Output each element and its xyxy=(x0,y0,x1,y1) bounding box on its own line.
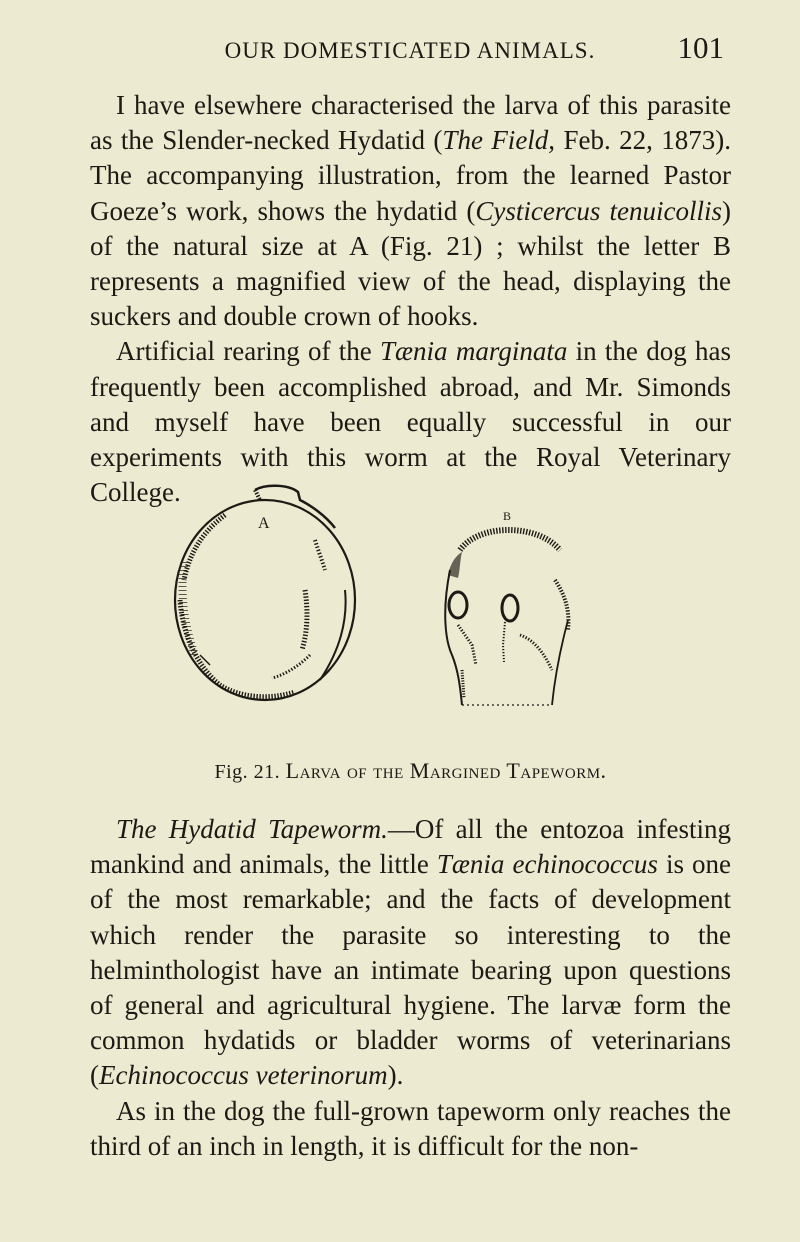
italic-species: Echinococcus veterinorum xyxy=(99,1060,388,1091)
paragraph-text: ). xyxy=(387,1060,404,1091)
figure-caption xyxy=(90,758,731,784)
paragraph-text: ) of the natural size at A (Fig. 21) ; whilst the letter B represents a magnified view of the head, displaying the suckers and double crown of hooks. xyxy=(90,195,731,332)
caption-prefix: Fig. 21. xyxy=(214,761,286,783)
paragraph-text: in the dog has frequently been accomplished abroad, and Mr. Simonds and myself have been equally successful in our experiments with this worm at the Royal Veterinary College. xyxy=(90,336,731,508)
paragraph-text: I have elsewhere characterised the larva of this parasite as the Slender-necked Hydatid ( xyxy=(90,90,731,156)
figure-a-drawing xyxy=(175,486,355,700)
figure-21 xyxy=(160,470,600,730)
page-number: 101 xyxy=(677,30,724,65)
paragraph-text: —Of all the entozoa infesting mankind and animals, the little xyxy=(90,814,732,880)
figure-label-a: A xyxy=(258,515,270,532)
larva-illustration xyxy=(160,470,600,730)
paragraph-full-grown xyxy=(90,1094,731,1164)
paragraph-text: Feb. 22, 1873). The accompanying illustration, from the learned Pastor Goeze’s work, shows the hydatid ( xyxy=(90,125,731,226)
running-title: OUR DOMESTICATED ANIMALS. xyxy=(224,38,596,63)
figure-b-drawing xyxy=(445,509,568,705)
figure-label-b: B xyxy=(503,509,512,523)
section-heading-italic: The Hydatid Tapeworm. xyxy=(116,814,388,844)
paragraph-larva xyxy=(90,88,731,334)
italic-species: Tænia echinococcus xyxy=(436,849,658,880)
italic-species: Cysticercus tenuicollis xyxy=(475,195,722,226)
paragraph-text: is one of the most remarkable; and the facts of development which render the parasite so interesting to the helminthologist have an intimate bearing upon questions of general and agricultural hygiene. The larvæ form the common hydatids or bladder worms of veterinarians ( xyxy=(90,849,731,1091)
paragraph-text: As in the dog the full-grown tapeworm only reaches the third of an inch in length, it is difficult for the non- xyxy=(90,1095,731,1161)
body-text-lower xyxy=(90,812,731,1164)
italic-species: Tænia marginata xyxy=(380,336,568,367)
caption-title: Larva of the Margined Tapeworm. xyxy=(285,758,607,783)
running-head xyxy=(90,30,730,70)
paragraph-hydatid-tapeworm xyxy=(90,812,731,1094)
paragraph-text: Artificial rearing of the xyxy=(116,336,381,367)
body-text-upper xyxy=(90,88,731,510)
italic-title: The Field, xyxy=(442,125,556,156)
